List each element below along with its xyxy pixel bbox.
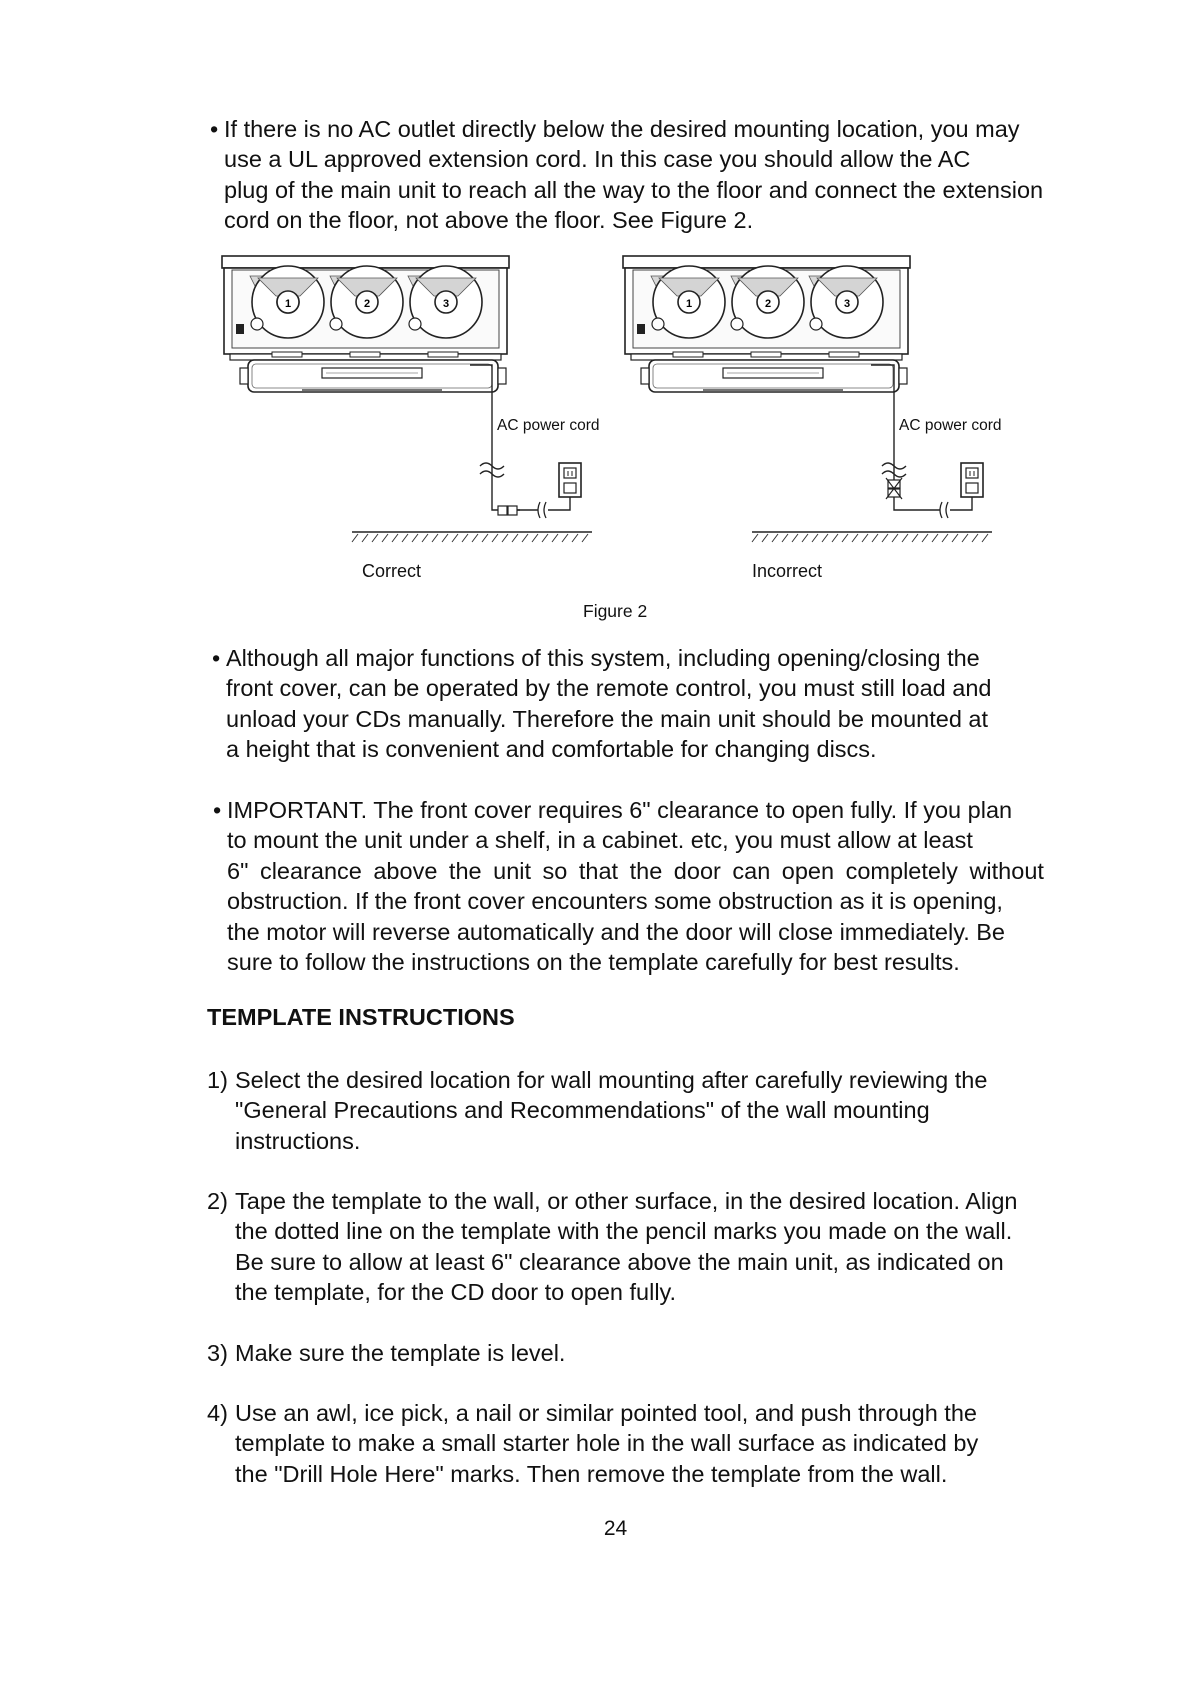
text-line: the template, for the CD door to open fully. (235, 1279, 677, 1306)
bullet-mark: • (210, 116, 219, 142)
text-line: "General Precautions and Recommendations" of the wall mounting (235, 1097, 930, 1124)
disc-slot (652, 266, 725, 338)
disc-number: 2 (764, 298, 772, 310)
plug-icon (498, 506, 507, 515)
step-number: 2) (207, 1188, 228, 1214)
text-line: Be sure to allow at least 6" clearance above the main unit, as indicated on (235, 1248, 1004, 1275)
text-line: plug of the main unit to reach all the way to the floor and connect the extension (224, 176, 1044, 203)
text-line: instructions. (235, 1127, 361, 1154)
text-line: 6" clearance above the unit so that the door can open completely without (227, 857, 1044, 884)
text-line: unload your CDs manually. Therefore the main unit should be mounted at (226, 705, 989, 732)
extension-plug-icon (508, 506, 517, 515)
figure-caption: Figure 2 (583, 601, 648, 621)
step-number: 4) (207, 1400, 228, 1426)
text-line: cord on the floor, not above the floor. See Figure 2. (224, 207, 754, 234)
bullet-paragraph (213, 795, 1044, 977)
disc-number: 3 (442, 298, 450, 310)
disc-number: 3 (843, 298, 851, 310)
numbered-step (207, 1065, 987, 1156)
extension-plug-icon (886, 478, 902, 499)
text-line: the "Drill Hole Here" marks. Then remove the template from the wall. (235, 1460, 948, 1487)
ac-power-cord-label: AC power cord (899, 417, 1002, 434)
figure-2-diagram (0, 240, 1191, 570)
disc-slot (810, 266, 883, 338)
text-line: sure to follow the instructions on the template carefully for best results. (227, 949, 960, 976)
text-line: Use an awl, ice pick, a nail or similar pointed tool, and push through the (235, 1400, 977, 1426)
text-line: Tape the template to the wall, or other surface, in the desired location. Align (235, 1188, 1018, 1214)
disc-number: 1 (284, 298, 292, 310)
text-line: obstruction. If the front cover encounters some obstruction as it is opening, (227, 888, 1003, 915)
intro-bullet-paragraph (210, 114, 1043, 236)
disc-slot (409, 266, 482, 338)
page-number: 24 (603, 1517, 628, 1540)
bullet-mark: • (213, 797, 222, 823)
correct-caption: Correct (362, 561, 422, 581)
bullet-mark: • (212, 645, 221, 671)
incorrect-caption: Incorrect (752, 561, 823, 581)
text-line: the dotted line on the template with the pencil marks you made on the wall. (235, 1218, 1013, 1245)
numbered-step (207, 1186, 1018, 1308)
text-line: use a UL approved extension cord. In this case you should allow the AC (224, 146, 971, 173)
disc-slot (251, 266, 324, 338)
numbered-step (207, 1398, 978, 1489)
text-line: Make sure the template is level. (235, 1340, 566, 1366)
incorrect-installation-diagram (623, 256, 1002, 542)
wall-outlet-icon (961, 463, 983, 497)
disc-slot (731, 266, 804, 338)
text-line: to mount the unit under a shelf, in a cabinet. etc, you must allow at least (227, 827, 973, 854)
disc-number: 1 (685, 298, 693, 310)
section-heading: TEMPLATE INSTRUCTIONS (207, 1004, 515, 1030)
numbered-step (207, 1338, 565, 1368)
correct-installation-diagram (222, 256, 600, 542)
text-line: front cover, can be operated by the remote control, you must still load and (226, 675, 992, 702)
text-line: template to make a small starter hole in the wall surface as indicated by (235, 1430, 979, 1457)
text-line: IMPORTANT. The front cover requires 6" clearance to open fully. If you plan (227, 797, 1013, 823)
text-line: the motor will reverse automatically and the door will close immediately. Be (227, 918, 1006, 945)
text-line: If there is no AC outlet directly below the desired mounting location, you may (224, 116, 1020, 142)
text-line: Select the desired location for wall mounting after carefully reviewing the (235, 1067, 988, 1093)
text-line: a height that is convenient and comfortable for changing discs. (226, 736, 877, 763)
disc-number: 2 (363, 298, 371, 310)
wall-outlet-icon (559, 463, 581, 497)
step-number: 1) (207, 1067, 228, 1093)
step-number: 3) (207, 1340, 228, 1366)
text-line: Although all major functions of this system, including opening/closing the (226, 645, 980, 671)
disc-slot (330, 266, 403, 338)
bullet-paragraph (212, 643, 991, 765)
ac-power-cord-label: AC power cord (497, 417, 600, 434)
